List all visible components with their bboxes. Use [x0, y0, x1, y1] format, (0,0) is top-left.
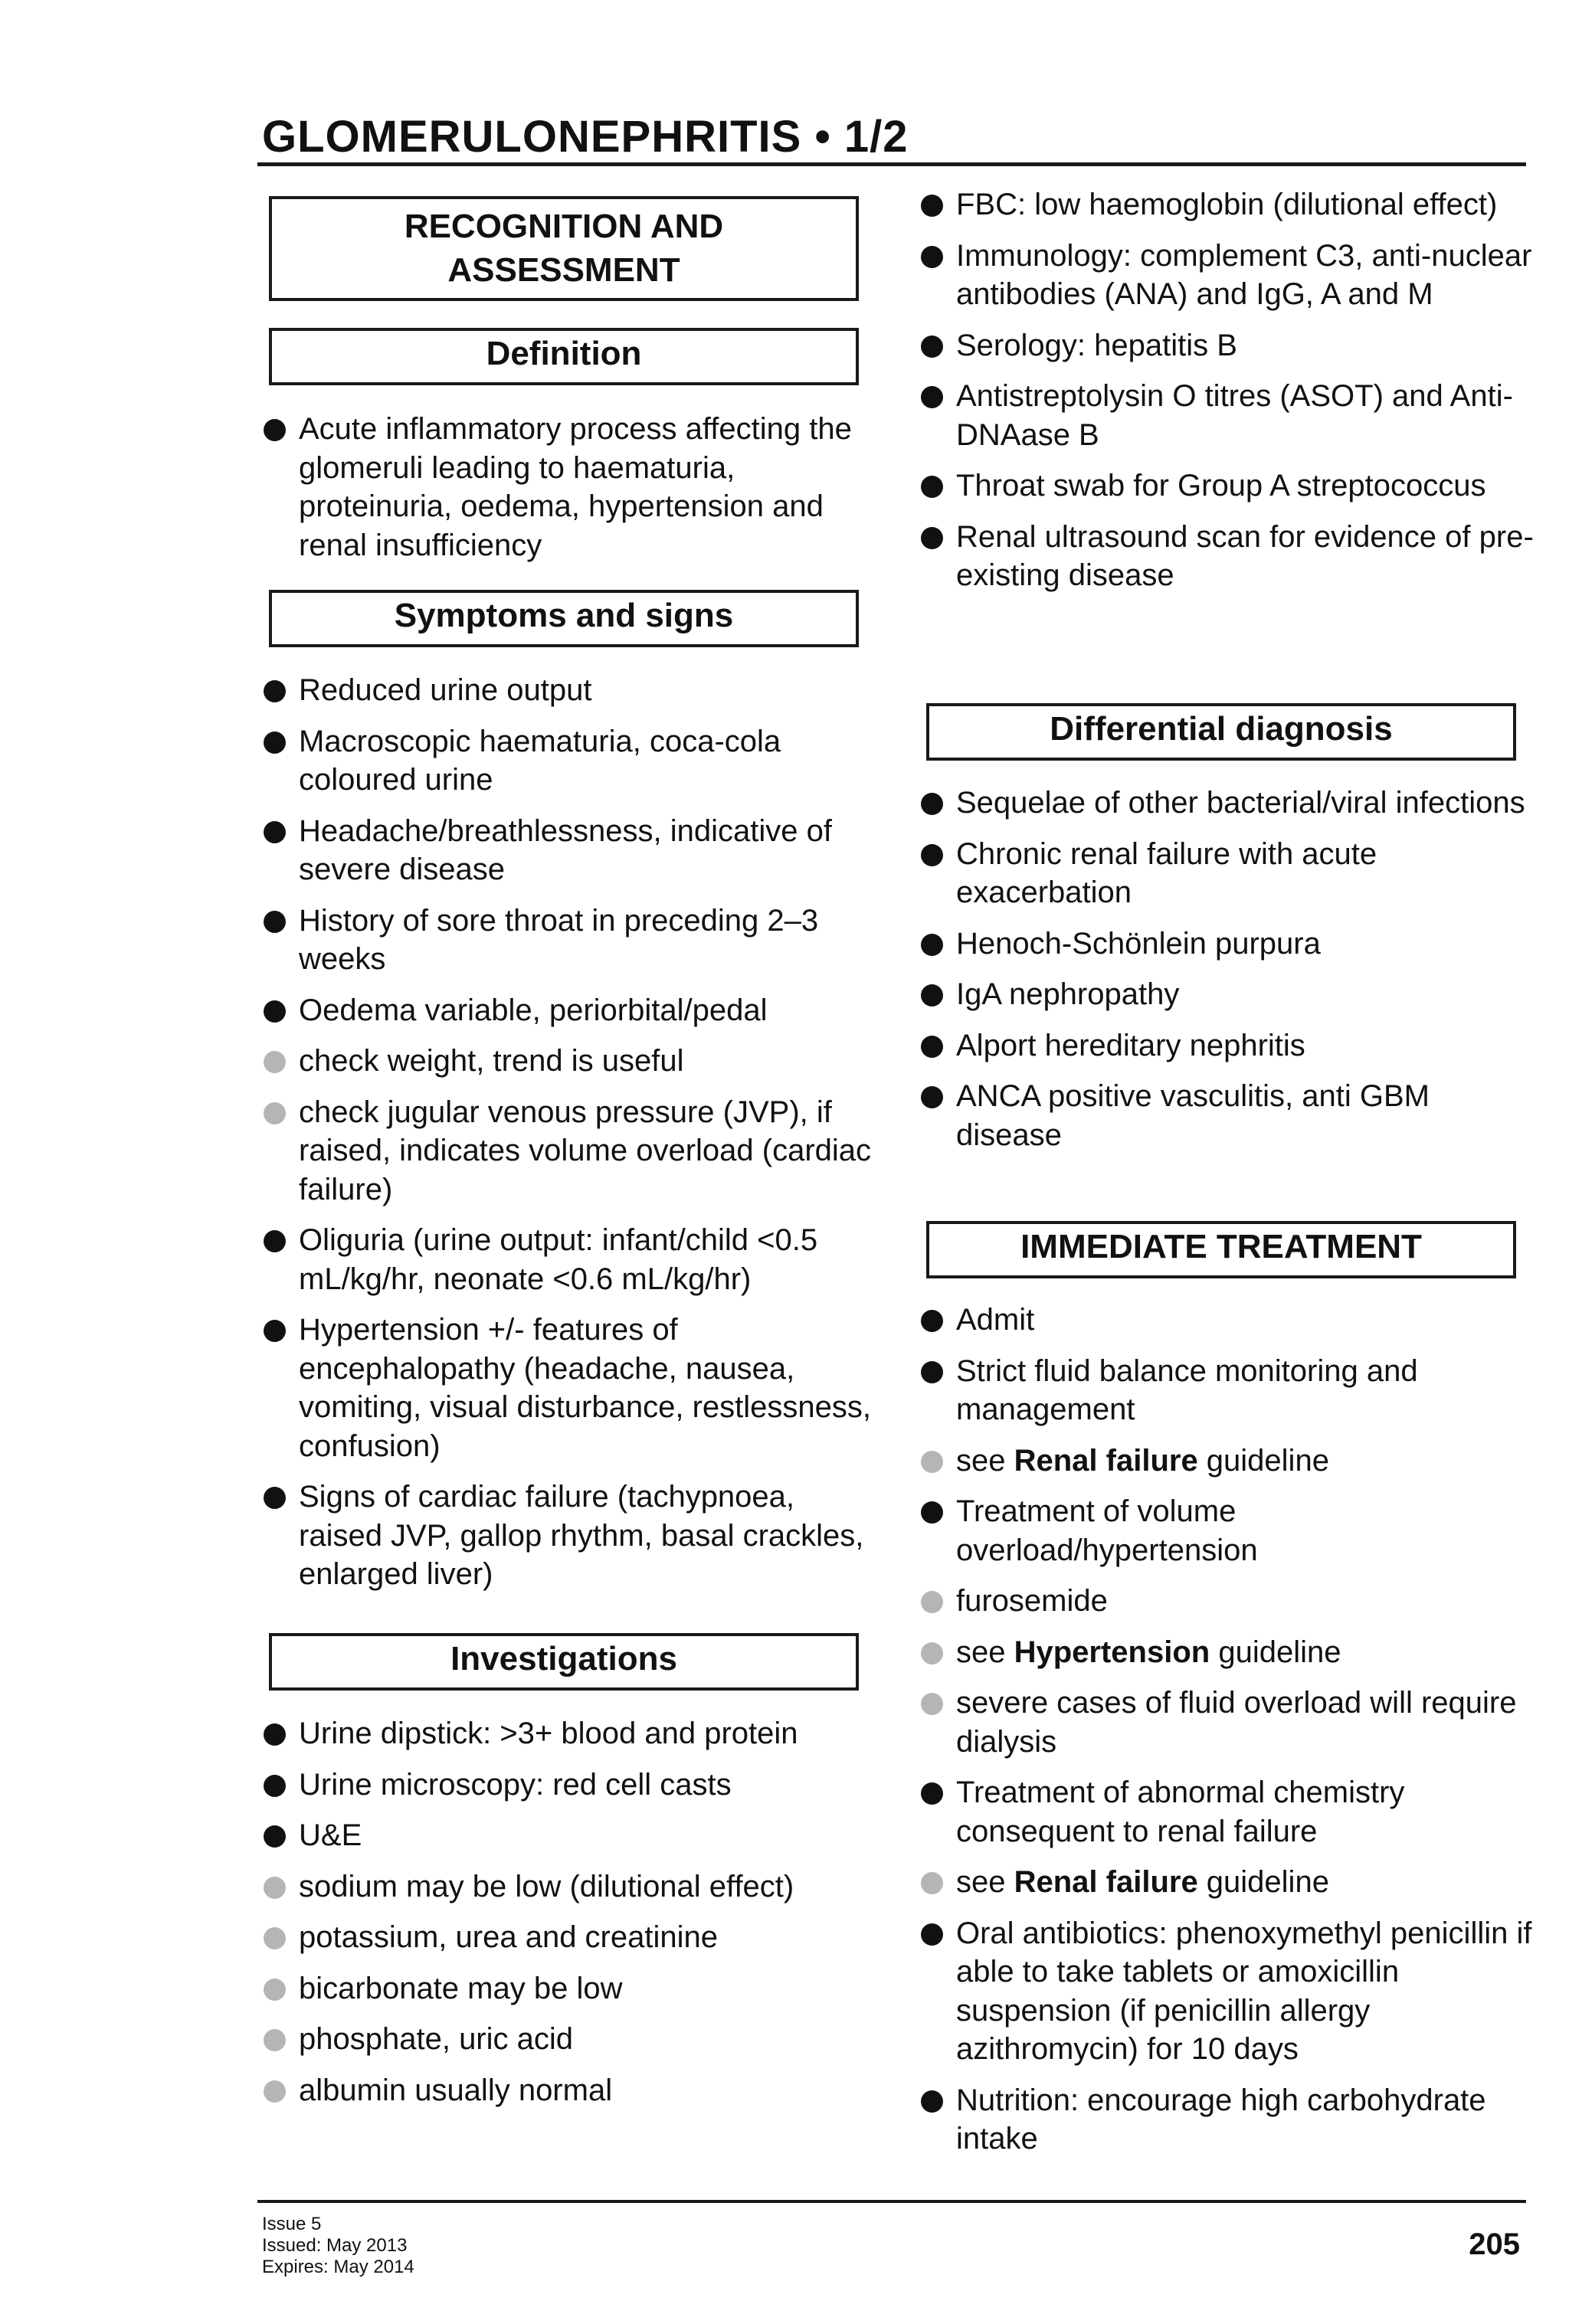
sub-bullet-item	[264, 2020, 876, 2059]
recognition-heading: RECOGNITION AND ASSESSMENT	[404, 208, 724, 289]
page-number: 205	[1469, 2227, 1520, 2261]
bullet-text: check weight, trend is useful	[299, 1044, 684, 1078]
sub-bullet-item	[264, 1093, 876, 1209]
investigations-heading: Investigations	[450, 1640, 677, 1678]
bullet-text: Urine dipstick: >3+ blood and protein	[299, 1717, 798, 1750]
bullet-item	[921, 1773, 1534, 1851]
investigations-heading-box	[269, 1633, 859, 1691]
bullet-text: Oral antibiotics: phenoxymethyl penicillin if able to take tablets or amoxicillin suspension (if penicillin allergy azithromycin) for 10 days	[956, 1916, 1532, 2066]
symptoms-list	[264, 671, 876, 1606]
bullet-text: guideline	[1197, 1443, 1329, 1478]
bullet-item	[921, 326, 1534, 365]
bullet-text: Serology: hepatitis B	[956, 328, 1237, 362]
bullet-text: FBC: low haemoglobin (dilutional effect)	[956, 188, 1498, 221]
bullet-text: Antistreptolysin O titres (ASOT) and Anti-DNAase B	[956, 379, 1513, 452]
differential-list	[921, 784, 1534, 1167]
bullet-item	[264, 1816, 876, 1855]
definition-list	[264, 410, 876, 577]
bullet-text: History of sore throat in preceding 2–3 weeks	[299, 903, 819, 976]
bullet-text: Reduced urine output	[299, 673, 592, 707]
bullet-text: Strict fluid balance monitoring and management	[956, 1353, 1418, 1426]
bullet-item	[921, 784, 1534, 823]
bullet-item	[264, 671, 876, 710]
bullet-text: U&E	[299, 1818, 362, 1852]
bullet-item	[264, 1714, 876, 1753]
symptoms-heading-box	[269, 590, 859, 647]
bullet-text: sodium may be low (dilutional effect)	[299, 1869, 794, 1903]
bullet-text: Admit	[956, 1303, 1035, 1337]
guideline-reference: Hypertension	[1014, 1635, 1210, 1669]
symptoms-heading: Symptoms and signs	[394, 597, 734, 634]
bullet-text: ANCA positive vasculitis, anti GBM disease	[956, 1079, 1430, 1152]
bullet-text: Signs of cardiac failure (tachypnoea, raised JVP, gallop rhythm, basal crackles, enlarged liver)	[299, 1480, 864, 1591]
issue-number: Issue 5	[262, 2214, 322, 2234]
bullet-item	[264, 1311, 876, 1465]
treatment-list	[921, 1301, 1534, 2171]
bullet-item	[921, 185, 1534, 224]
bullet-item	[921, 518, 1534, 595]
bullet-text: Immunology: complement C3, anti-nuclear antibodies (ANA) and IgG, A and M	[956, 238, 1532, 311]
bullet-text: severe cases of fluid overload will require dialysis	[956, 1686, 1517, 1759]
bullet-text: Treatment of abnormal chemistry consequent to renal failure	[956, 1776, 1405, 1848]
bullet-item	[921, 466, 1534, 506]
sub-bullet-item	[921, 1684, 1534, 1761]
bullet-text: see	[956, 1635, 1014, 1669]
bullet-text: albumin usually normal	[299, 2073, 613, 2107]
bullet-item	[921, 377, 1534, 454]
bullet-text: check jugular venous pressure (JVP), if raised, indicates volume overload (cardiac failure)	[299, 1095, 872, 1206]
sub-bullet-item	[921, 1582, 1534, 1621]
sub-bullet-item	[264, 1918, 876, 1957]
bullet-item	[921, 2081, 1534, 2159]
differential-heading: Differential diagnosis	[1050, 710, 1393, 748]
title-rule	[257, 162, 1526, 166]
bullet-item	[264, 991, 876, 1030]
bullet-text: Chronic renal failure with acute exacerbation	[956, 836, 1377, 909]
bullet-text: Alport hereditary nephritis	[956, 1028, 1305, 1062]
bullet-item	[264, 410, 876, 565]
bullet-item	[921, 835, 1534, 912]
recognition-heading-box	[269, 196, 859, 301]
bullet-text: guideline	[1210, 1635, 1341, 1669]
guideline-reference: Renal failure	[1014, 1865, 1198, 1899]
bullet-text: bicarbonate may be low	[299, 1971, 623, 2005]
bullet-item	[264, 902, 876, 979]
definition-heading: Definition	[486, 335, 642, 372]
bullet-text: Acute inflammatory process affecting the glomeruli leading to haematuria, proteinuria, oedema, hypertension and renal insufficiency	[299, 412, 852, 562]
bullet-item	[921, 975, 1534, 1014]
bullet-text: Hypertension +/- features of encephalopathy (headache, nausea, vomiting, visual disturbance, restlessness, confusion)	[299, 1313, 871, 1463]
bullet-item	[264, 1478, 876, 1594]
bullet-text: Headache/breathlessness, indicative of severe disease	[299, 813, 832, 886]
bullet-item	[264, 812, 876, 889]
differential-heading-box	[926, 703, 1516, 761]
bullet-text: Oedema variable, periorbital/pedal	[299, 993, 768, 1027]
bullet-item	[921, 925, 1534, 964]
bullet-item	[921, 1914, 1534, 2069]
bullet-item	[264, 1221, 876, 1298]
footer-info	[262, 2214, 414, 2278]
bullet-text: guideline	[1197, 1865, 1329, 1899]
sub-bullet-item	[264, 2071, 876, 2110]
bullet-item	[921, 1352, 1534, 1429]
sub-bullet-item	[921, 1442, 1534, 1481]
treatment-heading-box	[926, 1221, 1516, 1278]
bullet-text: Sequelae of other bacterial/viral infections	[956, 786, 1525, 820]
bullet-text: Urine microscopy: red cell casts	[299, 1767, 732, 1802]
bullet-text: phosphate, uric acid	[299, 2022, 574, 2056]
page-title: GLOMERULONEPHRITIS • 1/2	[262, 112, 909, 162]
sub-bullet-item	[921, 1633, 1534, 1672]
definition-heading-box	[269, 328, 859, 385]
bullet-text: see	[956, 1443, 1014, 1478]
bullet-text: potassium, urea and creatinine	[299, 1920, 718, 1954]
bullet-text: Henoch-Schönlein purpura	[956, 926, 1321, 961]
bullet-item	[921, 237, 1534, 314]
investigations-continued-list	[921, 185, 1534, 607]
bullet-item	[921, 1026, 1534, 1065]
guideline-reference: Renal failure	[1014, 1443, 1198, 1478]
treatment-heading: IMMEDIATE TREATMENT	[1020, 1228, 1422, 1265]
sub-bullet-item	[921, 1863, 1534, 1902]
bullet-text: IgA nephropathy	[956, 977, 1180, 1011]
expires-date: Expires: May 2014	[262, 2257, 414, 2277]
sub-bullet-item	[264, 1042, 876, 1081]
issued-date: Issued: May 2013	[262, 2235, 408, 2256]
bullet-text: Treatment of volume overload/hypertension	[956, 1494, 1258, 1567]
bullet-text: see	[956, 1865, 1014, 1899]
footer-rule	[257, 2200, 1526, 2203]
bullet-text: Renal ultrasound scan for evidence of pre-existing disease	[956, 519, 1534, 592]
bullet-item	[921, 1077, 1534, 1154]
bullet-text: Oliguria (urine output: infant/child <0.5 mL/kg/hr, neonate <0.6 mL/kg/hr)	[299, 1223, 818, 1296]
investigations-list	[264, 1714, 876, 2122]
sub-bullet-item	[264, 1969, 876, 2008]
bullet-text: Macroscopic haematuria, coca-cola coloured urine	[299, 724, 781, 797]
bullet-item	[921, 1301, 1534, 1340]
bullet-text: Throat swab for Group A streptococcus	[956, 469, 1486, 502]
bullet-item	[264, 1766, 876, 1805]
bullet-item	[921, 1492, 1534, 1570]
bullet-item	[264, 722, 876, 800]
sub-bullet-item	[264, 1867, 876, 1907]
bullet-text: furosemide	[956, 1584, 1108, 1618]
bullet-text: Nutrition: encourage high carbohydrate intake	[956, 2083, 1486, 2155]
